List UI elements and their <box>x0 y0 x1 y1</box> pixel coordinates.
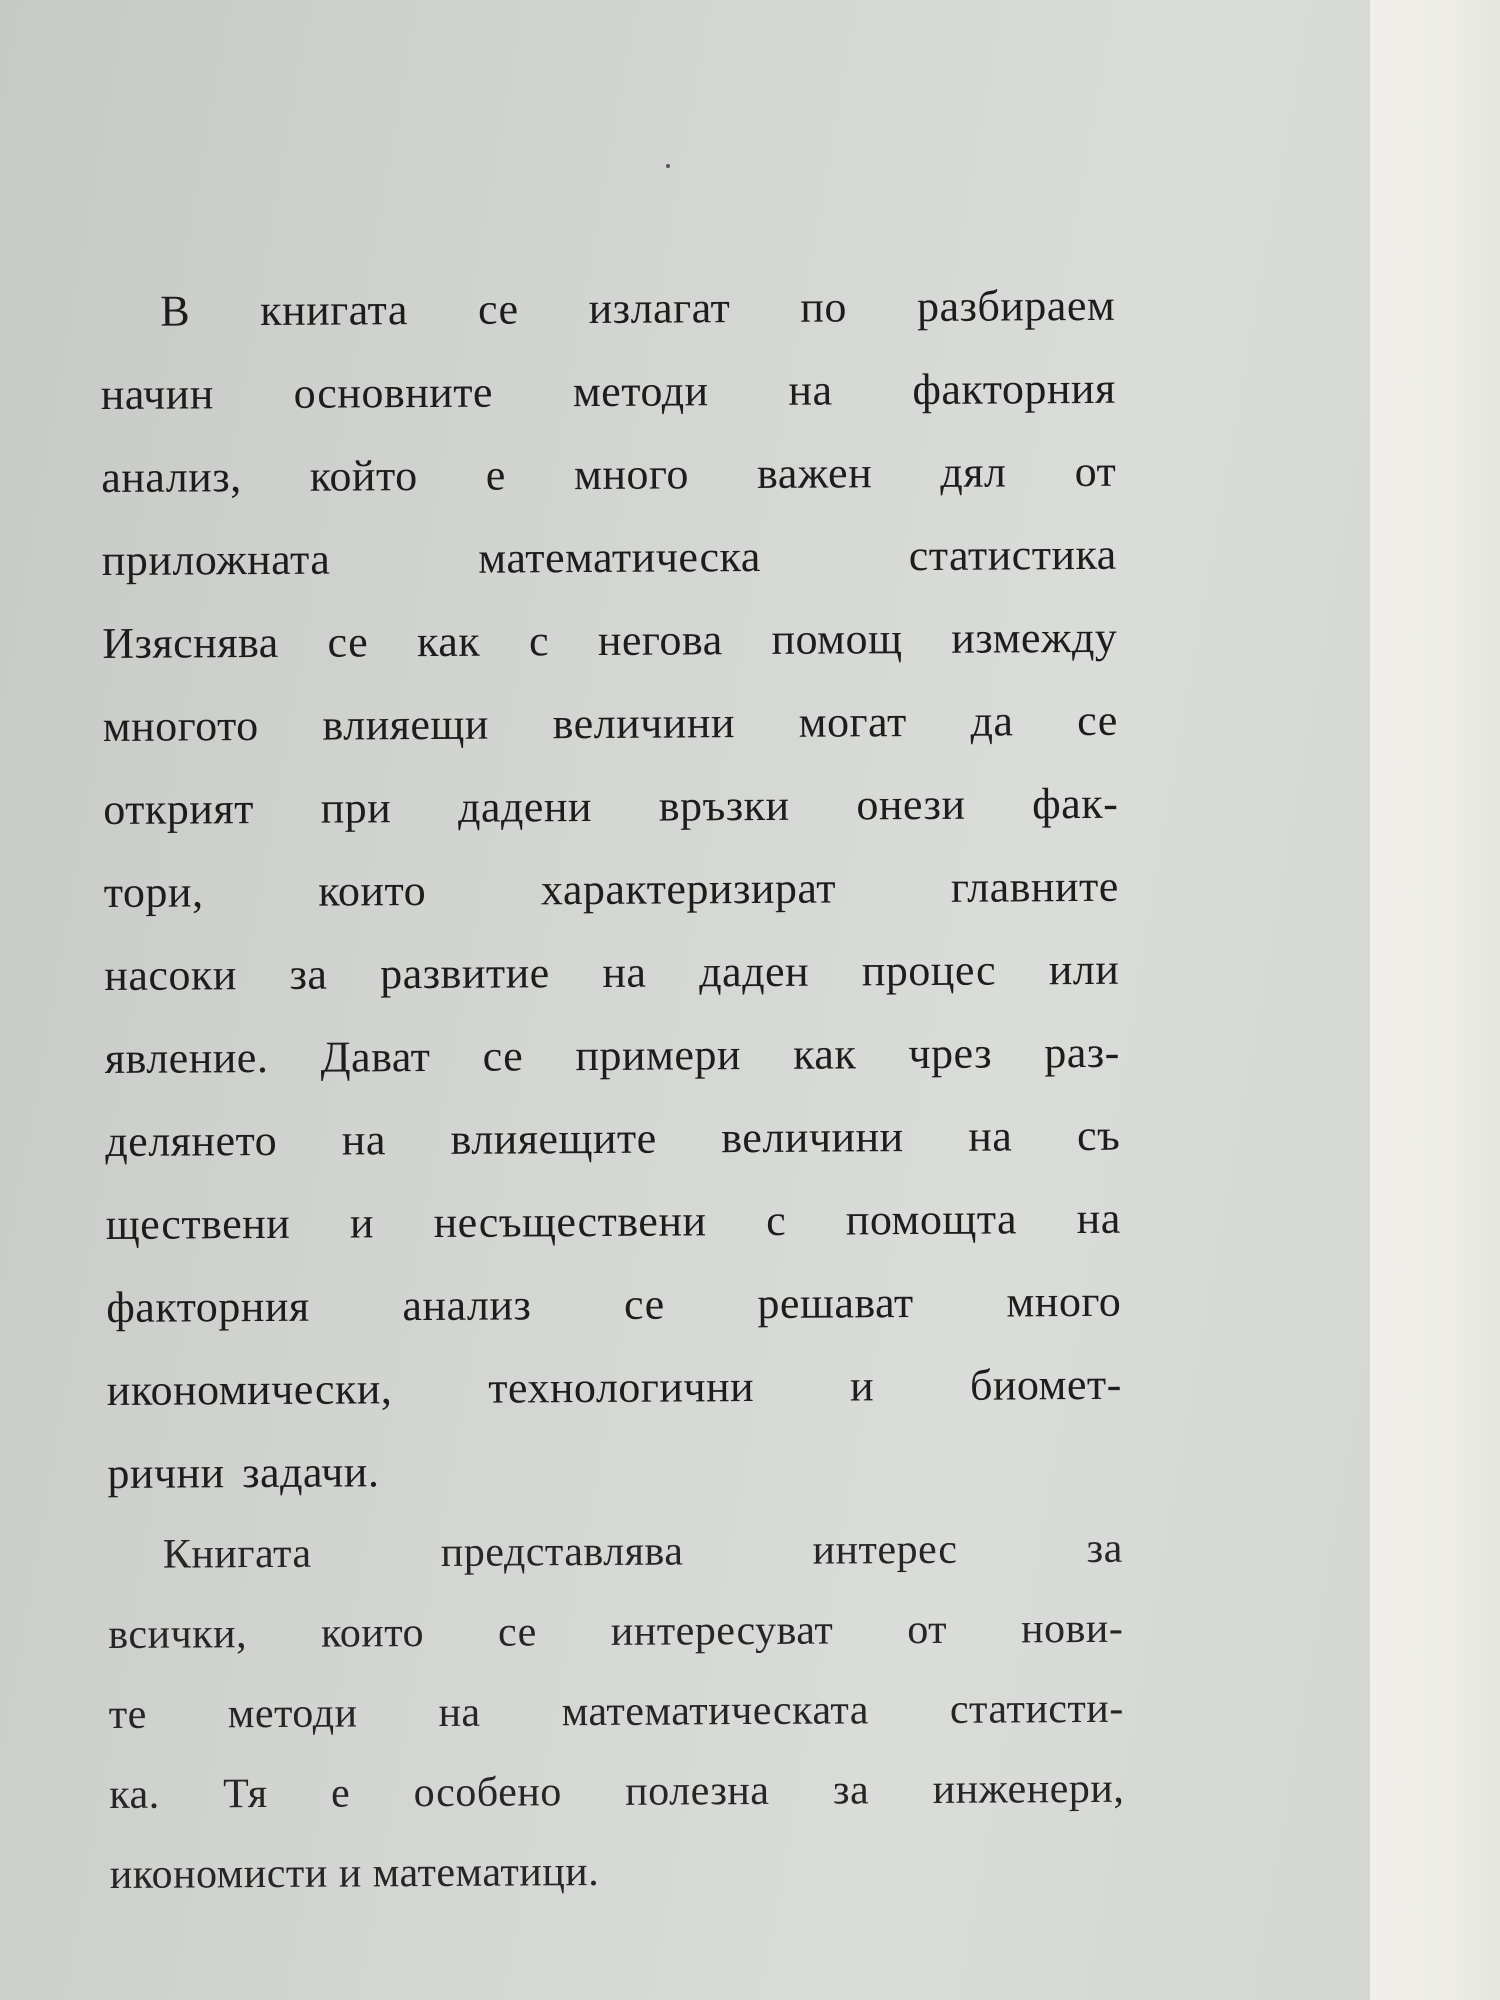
text-line: В книгата се излагат по разбираем <box>160 280 1116 336</box>
text-line: делянето на влияещите величини на съ <box>105 1110 1121 1166</box>
text-line: ществени и несъществени с помощта на <box>105 1193 1121 1249</box>
text-line: Изяснява се как с негова помощ измежду <box>102 612 1118 668</box>
text-line: приложната математическа статистика <box>101 529 1117 585</box>
text-line: начин основните методи на факторния <box>100 363 1116 419</box>
text-line: факторния анализ се решават много <box>106 1276 1122 1332</box>
paragraph-audience <box>108 1509 1125 1915</box>
page-edge <box>1370 0 1500 2000</box>
text-line: явление. Дават се примери как чрез раз- <box>104 1027 1120 1083</box>
text-line: тори, които характеризират главните <box>103 861 1119 917</box>
text-line: те методи на математическата статисти- <box>108 1685 1124 1738</box>
text-line: Книгата представлява интерес за <box>162 1525 1123 1578</box>
text-line: икономисти и математици. <box>109 1848 600 1898</box>
text-line: насоки за развитие на даден процес или <box>104 944 1120 1000</box>
text-line: икономически, технологични и биомет- <box>106 1359 1122 1415</box>
text-line: открият при дадени връзки онези фак- <box>103 778 1119 834</box>
text-line: всички, които се интересуват от нови- <box>108 1605 1124 1658</box>
paragraph-description <box>100 264 1123 1515</box>
paper-speck <box>666 164 670 168</box>
text-line: многото влияещи величини могат да се <box>102 695 1118 751</box>
text-block <box>100 264 1125 1915</box>
text-line: рични задачи. <box>107 1447 380 1498</box>
text-line: ка. Тя е особено полезна за инженери, <box>109 1765 1125 1818</box>
text-line: анализ, който е много важен дял от <box>101 446 1117 502</box>
